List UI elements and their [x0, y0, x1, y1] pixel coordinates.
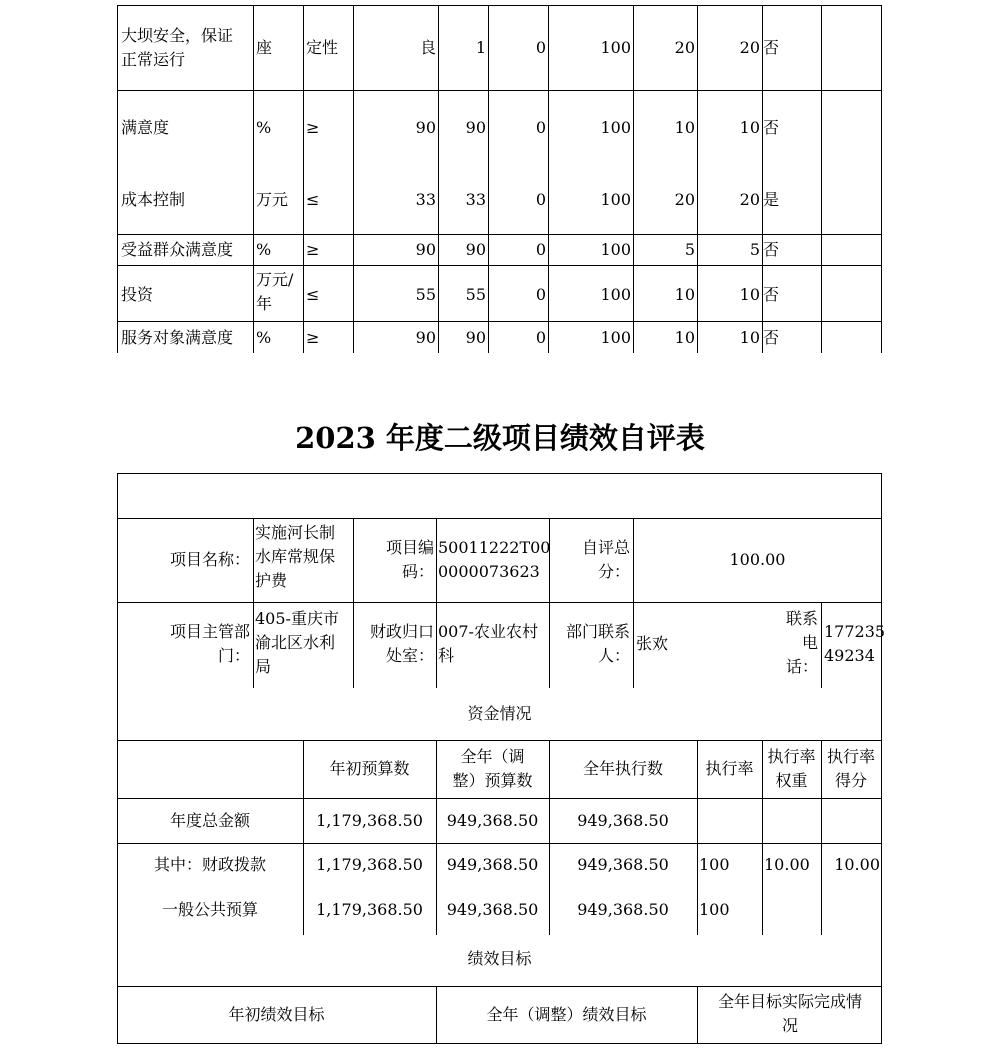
indicator-target: 90 — [415, 118, 436, 137]
indicator-completion: 100 — [600, 118, 631, 137]
indicator-weight: 10 — [674, 328, 695, 347]
funds-header-initial: 年初预算数 — [329, 759, 410, 778]
indicator-operator: ≥ — [306, 240, 320, 259]
funds-row-label: 一般公共预算 — [161, 900, 258, 919]
grid-line — [117, 5, 118, 353]
indicator-flag: 否 — [763, 285, 780, 304]
finance-value: 007-农业农村 科 — [438, 622, 538, 665]
indicator-operator: 定性 — [306, 38, 339, 57]
indicator-operator: ≥ — [306, 118, 320, 137]
goals-header-actual: 全年目标实际完成情 况 — [717, 992, 862, 1035]
goals-header-initial: 年初绩效目标 — [228, 1005, 325, 1024]
grid-line — [303, 5, 304, 353]
indicator-unit: 座 — [256, 38, 273, 57]
indicator-flag: 否 — [763, 240, 780, 259]
funds-header-executed: 全年执行数 — [582, 759, 663, 778]
grid-line — [633, 5, 634, 353]
contact-value: 张欢 — [636, 634, 669, 653]
project-name-value: 实施河长制 水库常规保 护费 — [255, 523, 336, 590]
funds-initial: 1,179,368.50 — [316, 811, 423, 830]
funds-initial: 1,179,368.50 — [316, 855, 423, 874]
grid-line — [697, 986, 698, 1044]
grid-line — [438, 5, 439, 353]
indicator-score: 10 — [739, 285, 760, 304]
funds-executed: 949,368.50 — [577, 855, 669, 874]
indicator-name: 投资 — [121, 285, 154, 304]
grid-line — [117, 90, 882, 91]
dept-label: 项目主管部 门： — [169, 622, 250, 665]
indicator-deviation: 0 — [535, 285, 546, 304]
grid-line — [117, 5, 882, 6]
indicator-unit: 万元/ 年 — [256, 270, 294, 313]
indicator-score: 20 — [739, 190, 760, 209]
indicator-unit: % — [256, 328, 272, 347]
grid-line — [117, 843, 882, 844]
project-name-label: 项目名称： — [169, 550, 250, 569]
indicator-weight: 10 — [674, 285, 695, 304]
indicator-completion: 100 — [600, 240, 631, 259]
indicator-actual: 90 — [465, 118, 486, 137]
grid-line — [117, 265, 882, 266]
indicator-deviation: 0 — [535, 240, 546, 259]
dept-value: 405-重庆市 渝北区水利 局 — [255, 609, 339, 676]
funds-header-weight: 执行率 权重 — [767, 747, 816, 790]
funds-adjusted: 949,368.50 — [446, 900, 539, 919]
funds-section-title: 资金情况 — [467, 704, 532, 723]
indicator-actual: 55 — [465, 285, 486, 304]
grid-line — [117, 1043, 882, 1044]
indicator-name: 成本控制 — [121, 190, 186, 209]
indicator-score: 10 — [739, 328, 760, 347]
grid-line — [117, 986, 882, 987]
indicator-target: 90 — [415, 328, 436, 347]
funds-score: 10.00 — [834, 855, 880, 874]
indicator-name: 受益群众满意度 — [121, 240, 234, 259]
indicator-deviation: 0 — [535, 190, 546, 209]
indicator-name: 满意度 — [121, 118, 170, 137]
grid-line — [548, 5, 549, 353]
grid-line — [117, 234, 882, 235]
total-score-value: 100.00 — [729, 550, 786, 569]
indicator-flag: 否 — [763, 38, 780, 57]
funds-initial: 1,179,368.50 — [316, 900, 423, 919]
funds-weight: 10.00 — [764, 855, 810, 874]
indicator-flag: 是 — [763, 190, 780, 209]
grid-line — [353, 5, 354, 353]
indicator-completion: 100 — [600, 285, 631, 304]
indicator-deviation: 0 — [535, 328, 546, 347]
indicator-target: 33 — [415, 190, 436, 209]
indicator-actual: 90 — [465, 328, 486, 347]
contact-label: 部门联系 人： — [565, 622, 630, 665]
grid-line — [821, 602, 822, 688]
funds-rate: 100 — [699, 855, 730, 874]
funds-executed: 949,368.50 — [577, 811, 669, 830]
indicator-actual: 1 — [475, 38, 486, 57]
grid-line — [633, 518, 634, 688]
indicator-target: 55 — [415, 285, 436, 304]
page-title: 2023 年度二级项目绩效自评表 — [295, 421, 705, 455]
funds-adjusted: 949,368.50 — [446, 855, 539, 874]
indicator-completion: 100 — [600, 190, 631, 209]
grid-line — [821, 5, 822, 353]
funds-rate: 100 — [699, 900, 730, 919]
indicator-score: 10 — [739, 118, 760, 137]
funds-adjusted: 949,368.50 — [446, 811, 539, 830]
grid-line — [488, 5, 489, 353]
indicator-target: 90 — [415, 240, 436, 259]
grid-line — [697, 5, 698, 353]
indicator-operator: ≥ — [306, 328, 320, 347]
indicator-score: 20 — [739, 38, 760, 57]
indicator-unit: % — [256, 240, 272, 259]
grid-line — [117, 740, 882, 741]
goals-section-title: 绩效目标 — [467, 949, 532, 968]
phone-value: 177235 49234 — [824, 622, 886, 665]
indicator-completion: 100 — [600, 328, 631, 347]
funds-executed: 949,368.50 — [577, 900, 669, 919]
goals-header-adjusted: 全年（调整）绩效目标 — [486, 1005, 647, 1024]
grid-line — [436, 518, 437, 688]
indicator-deviation: 0 — [535, 38, 546, 57]
indicator-target: 良 — [419, 38, 436, 57]
grid-line — [253, 518, 254, 688]
total-score-label: 自评总 分： — [581, 538, 630, 581]
project-code-label: 项目编 码： — [385, 538, 434, 581]
indicator-weight: 20 — [674, 190, 695, 209]
grid-line — [117, 518, 882, 519]
indicator-operator: ≤ — [306, 190, 320, 209]
phone-label: 联系 电 话： — [785, 609, 818, 676]
indicator-weight: 10 — [674, 118, 695, 137]
indicator-name: 服务对象满意度 — [121, 328, 234, 347]
indicator-flag: 否 — [763, 328, 780, 347]
indicator-weight: 5 — [684, 240, 695, 259]
indicator-unit: % — [256, 118, 272, 137]
funds-row-label: 其中：财政拨款 — [153, 855, 266, 874]
indicator-actual: 33 — [465, 190, 486, 209]
indicator-score: 5 — [749, 240, 760, 259]
grid-line — [253, 5, 254, 353]
indicator-completion: 100 — [600, 38, 631, 57]
funds-header-score: 执行率 得分 — [826, 747, 875, 790]
grid-line — [117, 473, 882, 474]
funds-header-adjusted: 全年（调 整）预算数 — [452, 747, 533, 790]
grid-line — [881, 5, 882, 353]
finance-label: 财政归口 处室： — [369, 622, 434, 665]
indicator-flag: 否 — [763, 118, 780, 137]
indicator-actual: 90 — [465, 240, 486, 259]
indicator-deviation: 0 — [535, 118, 546, 137]
project-code-value: 50011222T00 0000073623 — [438, 538, 551, 581]
indicator-unit: 万元 — [256, 190, 289, 209]
indicator-name: 大坝安全，保证 正常运行 — [121, 26, 234, 69]
grid-line — [117, 321, 882, 322]
grid-line — [117, 602, 882, 603]
indicator-operator: ≤ — [306, 285, 320, 304]
grid-line — [353, 518, 354, 688]
indicator-weight: 20 — [674, 38, 695, 57]
funds-row-label: 年度总金额 — [169, 811, 250, 830]
funds-header-rate: 执行率 — [705, 759, 754, 778]
grid-line — [117, 798, 882, 799]
